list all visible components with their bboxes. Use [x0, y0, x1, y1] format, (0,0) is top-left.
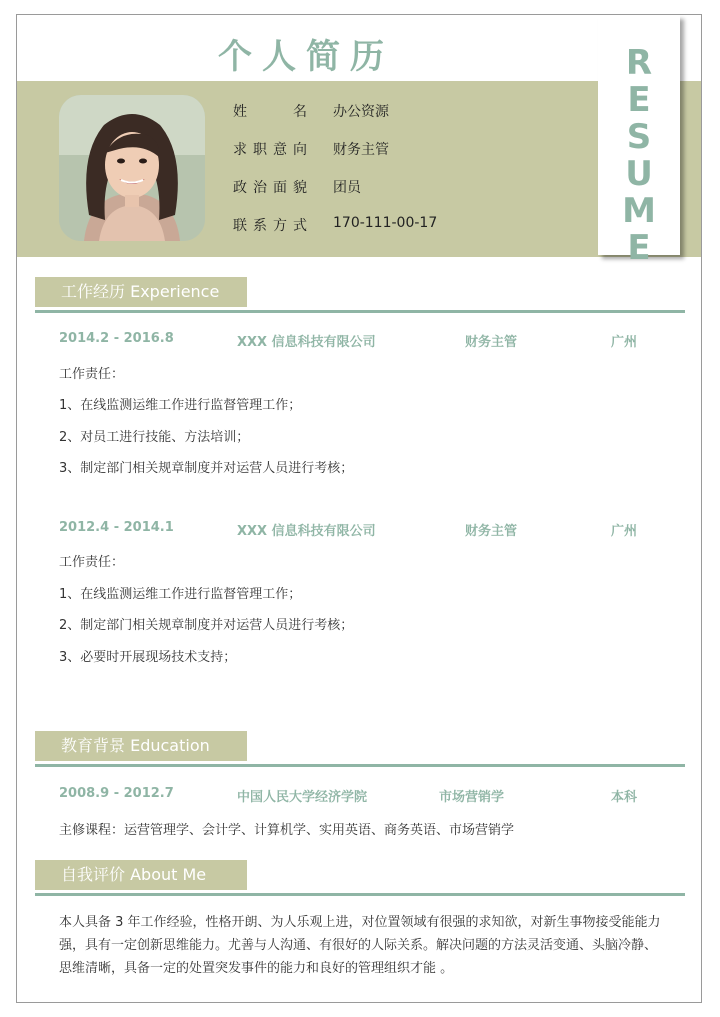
section-divider — [35, 310, 685, 313]
info-label-contact — [233, 215, 307, 235]
resume-letter: E — [627, 80, 651, 120]
info-row-political — [233, 177, 533, 201]
job-role: 财务主管 — [465, 335, 518, 350]
label-char: 意 — [273, 142, 287, 158]
section-experience-title: 工作经历 Experience — [35, 277, 247, 307]
job-2-duty: 3、必要时开展现场技术支持； — [59, 650, 237, 665]
job-1-duty: 2、对员工进行技能、方法培训； — [59, 430, 250, 445]
portrait-illustration — [59, 95, 205, 241]
label-char: 名 — [293, 104, 307, 120]
info-label-objective — [233, 139, 307, 159]
resume-vertical-text — [598, 45, 680, 267]
section-about-header — [35, 860, 685, 896]
job-2-duty-title: 工作责任： — [59, 555, 125, 570]
job-role: 财务主管 — [465, 524, 518, 539]
job-2-duty: 1、在线监测运维工作进行监督管理工作； — [59, 587, 302, 602]
resume-letter: S — [626, 117, 652, 157]
resume-letter: U — [625, 154, 653, 194]
label-char: 向 — [293, 142, 307, 158]
job-2-duty: 2、制定部门相关规章制度并对运营人员进行考核； — [59, 618, 354, 633]
info-row-contact — [233, 215, 533, 239]
job-1-duty: 3、制定部门相关规章制度并对运营人员进行考核； — [59, 461, 354, 476]
label-char: 方 — [273, 218, 287, 234]
resume-letter: E — [627, 228, 651, 268]
info-value-objective: 财务主管 — [333, 142, 389, 158]
job-1-duty: 1、在线监测运维工作进行监督管理工作； — [59, 398, 302, 413]
resume-banner — [598, 15, 680, 268]
label-char: 貌 — [293, 180, 307, 196]
job-city: 广州 — [611, 524, 638, 539]
info-value-contact: 170-111-00-17 — [333, 215, 438, 231]
section-about-title: 自我评价 About Me — [35, 860, 247, 890]
info-value-political: 团员 — [333, 180, 361, 196]
education-row — [59, 786, 659, 804]
label-char: 职 — [253, 142, 267, 158]
job-company: XXX 信息科技有限公司 — [237, 524, 376, 539]
section-education-title: 教育背景 Education — [35, 731, 247, 761]
label-char: 联 — [233, 218, 247, 234]
resume-letter: M — [622, 191, 656, 231]
job-1-duty-title: 工作责任： — [59, 367, 125, 382]
label-char: 系 — [253, 218, 267, 234]
education-major: 市场营销学 — [439, 790, 505, 805]
page-title: 个人简历 — [218, 37, 394, 77]
job-2-header — [59, 520, 659, 538]
label-char: 姓 — [233, 104, 247, 120]
info-row-name — [233, 101, 533, 125]
section-divider — [35, 764, 685, 767]
label-char: 面 — [273, 180, 287, 196]
job-city: 广州 — [611, 335, 638, 350]
job-date: 2012.4 - 2014.1 — [59, 520, 174, 535]
job-1-header — [59, 331, 659, 349]
resume-letter: R — [625, 43, 653, 83]
education-date: 2008.9 - 2012.7 — [59, 786, 174, 801]
job-company: XXX 信息科技有限公司 — [237, 335, 376, 350]
resume-page — [16, 14, 702, 1003]
label-char: 政 — [233, 180, 247, 196]
label-char: 求 — [233, 142, 247, 158]
profile-photo — [59, 95, 205, 241]
section-education-header — [35, 731, 685, 767]
education-school: 中国人民大学经济学院 — [237, 790, 368, 805]
info-label-name — [233, 101, 307, 121]
about-text: 本人具备 3 年工作经验，性格开朗、为人乐观上进，对位置领域有很强的求知欲，对新生事物接受能能力强，具有一定创新思维能力。尤善与人沟通、有很好的人际关系。解决问题的方法灵活变通、头脑冷静、思维清晰，具备一定的处置突发事件的能力和良好的管理组织才能 。 — [59, 915, 661, 976]
job-date: 2014.2 - 2016.8 — [59, 331, 174, 346]
label-char: 式 — [293, 218, 307, 234]
section-divider — [35, 893, 685, 896]
education-degree: 本科 — [611, 790, 638, 805]
label-char: 治 — [253, 180, 267, 196]
info-row-objective — [233, 139, 533, 163]
education-courses: 主修课程：运营管理学、会计学、计算机学、实用英语、商务英语、市场营销学 — [59, 823, 515, 838]
info-value-name: 办公资源 — [333, 104, 389, 120]
section-experience-header — [35, 277, 685, 313]
info-label-political — [233, 177, 307, 197]
